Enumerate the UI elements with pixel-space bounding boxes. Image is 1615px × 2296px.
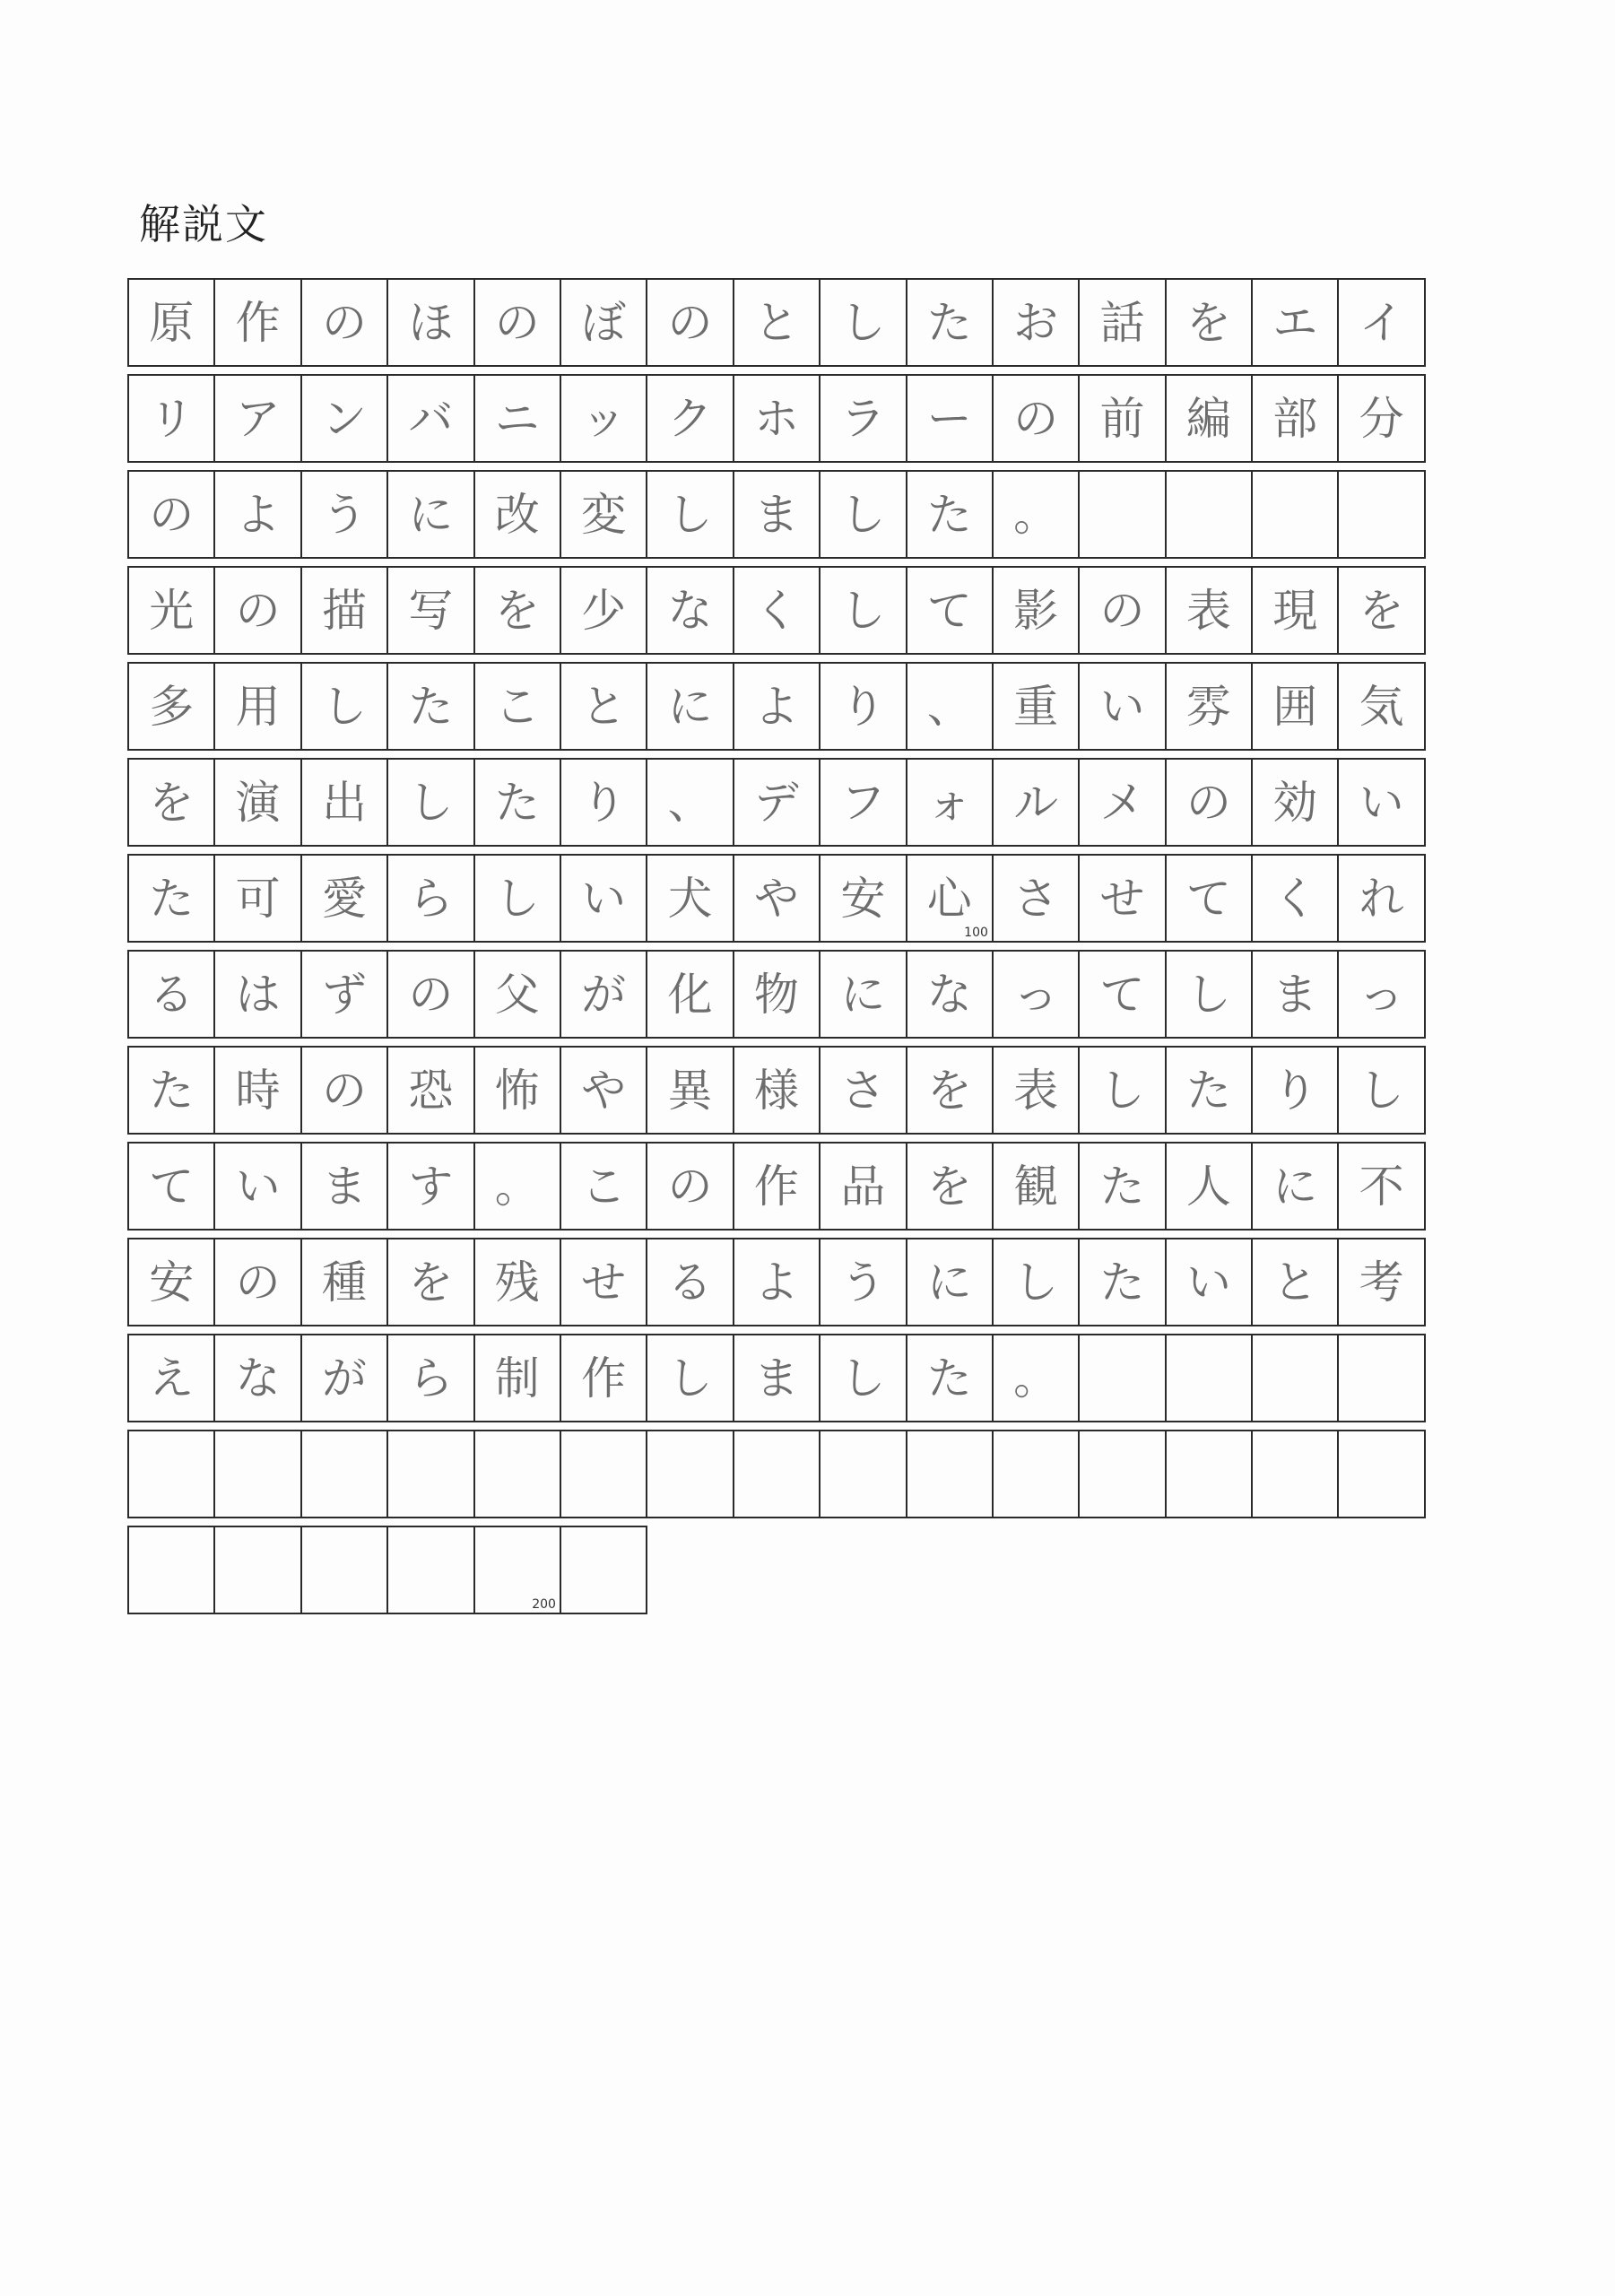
char-count-marker: 200 bbox=[532, 1597, 556, 1612]
grid-cell: 人 bbox=[1165, 1142, 1253, 1231]
grid-cell: う bbox=[819, 1238, 907, 1326]
grid-cell: た bbox=[127, 854, 215, 943]
grid-cell bbox=[560, 1526, 647, 1614]
grid-cell: し bbox=[819, 278, 907, 367]
grid-cell: 写 bbox=[386, 566, 474, 655]
grid-cell: 現 bbox=[1251, 566, 1339, 655]
grid-cell: し bbox=[473, 854, 561, 943]
grid-cell: 話 bbox=[1078, 278, 1166, 367]
grid-cell: 種 bbox=[300, 1238, 388, 1326]
grid-cell: と bbox=[560, 662, 647, 751]
grid-cell: 可 bbox=[213, 854, 301, 943]
grid-cell: ン bbox=[300, 374, 388, 463]
grid-cell: な bbox=[906, 950, 994, 1039]
grid-cell: イ bbox=[1337, 278, 1425, 367]
grid-cell: た bbox=[906, 278, 994, 367]
grid-cell bbox=[1078, 470, 1166, 559]
grid-cell: 前 bbox=[1078, 374, 1166, 463]
grid-cell: ニ bbox=[473, 374, 561, 463]
grid-cell: し bbox=[819, 470, 907, 559]
grid-cell: さ bbox=[819, 1046, 907, 1135]
grid-cell: し bbox=[386, 758, 474, 847]
grid-cell bbox=[1251, 1430, 1339, 1518]
grid-cell bbox=[1078, 1430, 1166, 1518]
grid-cell: 。 bbox=[992, 1334, 1080, 1422]
grid-cell bbox=[300, 1430, 388, 1518]
grid-cell: た bbox=[127, 1046, 215, 1135]
grid-cell: 様 bbox=[733, 1046, 821, 1135]
grid-cell: し bbox=[646, 470, 734, 559]
grid-cell: 多 bbox=[127, 662, 215, 751]
grid-row bbox=[127, 470, 1451, 559]
grid-cell: を bbox=[127, 758, 215, 847]
grid-cell: や bbox=[560, 1046, 647, 1135]
grid-cell bbox=[127, 1526, 215, 1614]
grid-cell: バ bbox=[386, 374, 474, 463]
grid-cell: 。 bbox=[992, 470, 1080, 559]
grid-cell bbox=[646, 1430, 734, 1518]
grid-cell: 重 bbox=[992, 662, 1080, 751]
grid-cell: の bbox=[213, 566, 301, 655]
grid-cell bbox=[1078, 1334, 1166, 1422]
grid-cell bbox=[213, 1430, 301, 1518]
grid-cell: し bbox=[992, 1238, 1080, 1326]
grid-cell: た bbox=[906, 1334, 994, 1422]
grid-cell: り bbox=[819, 662, 907, 751]
grid-cell: の bbox=[300, 278, 388, 367]
grid-cell: 用 bbox=[213, 662, 301, 751]
grid-row bbox=[127, 854, 1451, 943]
grid-row bbox=[127, 374, 1451, 463]
grid-cell: さ bbox=[992, 854, 1080, 943]
grid-cell bbox=[1165, 1334, 1253, 1422]
grid-cell: 演 bbox=[213, 758, 301, 847]
grid-cell: 編 bbox=[1165, 374, 1253, 463]
grid-cell: い bbox=[1337, 758, 1425, 847]
grid-cell: 化 bbox=[646, 950, 734, 1039]
grid-cell: し bbox=[646, 1334, 734, 1422]
grid-cell: ほ bbox=[386, 278, 474, 367]
grid-cell: し bbox=[819, 1334, 907, 1422]
grid-cell: ォ bbox=[906, 758, 994, 847]
grid-row bbox=[127, 1430, 1451, 1518]
grid-cell: し bbox=[300, 662, 388, 751]
grid-cell: っ bbox=[992, 950, 1080, 1039]
grid-cell: が bbox=[560, 950, 647, 1039]
grid-cell: う bbox=[300, 470, 388, 559]
page-title: 解説文 bbox=[139, 200, 268, 248]
grid-row bbox=[127, 662, 1451, 751]
grid-cell bbox=[560, 1430, 647, 1518]
grid-cell bbox=[906, 1430, 994, 1518]
grid-cell: 影 bbox=[992, 566, 1080, 655]
grid-cell: 、 bbox=[906, 662, 994, 751]
grid-cell: 怖 bbox=[473, 1046, 561, 1135]
grid-cell: し bbox=[1165, 950, 1253, 1039]
grid-cell: を bbox=[1165, 278, 1253, 367]
grid-cell: ぼ bbox=[560, 278, 647, 367]
grid-cell: 改 bbox=[473, 470, 561, 559]
grid-cell bbox=[992, 1430, 1080, 1518]
grid-row bbox=[127, 1142, 1451, 1231]
grid-cell: 心 100 bbox=[906, 854, 994, 943]
grid-cell: の bbox=[992, 374, 1080, 463]
grid-cell: い bbox=[1165, 1238, 1253, 1326]
grid-cell bbox=[1337, 470, 1425, 559]
grid-cell: 残 bbox=[473, 1238, 561, 1326]
grid-cell: の bbox=[127, 470, 215, 559]
grid-cell: 物 bbox=[733, 950, 821, 1039]
manuscript-grid bbox=[127, 278, 1451, 1622]
grid-cell: な bbox=[213, 1334, 301, 1422]
grid-cell: を bbox=[1337, 566, 1425, 655]
grid-cell: に bbox=[646, 662, 734, 751]
grid-row bbox=[127, 1526, 1451, 1614]
grid-cell: し bbox=[819, 566, 907, 655]
grid-row bbox=[127, 1238, 1451, 1326]
grid-cell: や bbox=[733, 854, 821, 943]
grid-cell: ル bbox=[992, 758, 1080, 847]
grid-cell bbox=[1251, 470, 1339, 559]
grid-cell: の bbox=[300, 1046, 388, 1135]
grid-cell: が bbox=[300, 1334, 388, 1422]
grid-cell: 作 bbox=[733, 1142, 821, 1231]
grid-cell: 。 bbox=[473, 1142, 561, 1231]
grid-cell: る bbox=[646, 1238, 734, 1326]
grid-cell: 異 bbox=[646, 1046, 734, 1135]
grid-cell: 安 bbox=[819, 854, 907, 943]
grid-cell: よ bbox=[213, 470, 301, 559]
grid-cell: の bbox=[646, 1142, 734, 1231]
grid-cell: 表 bbox=[992, 1046, 1080, 1135]
grid-cell: え bbox=[127, 1334, 215, 1422]
grid-cell: ず bbox=[300, 950, 388, 1039]
grid-cell: お bbox=[992, 278, 1080, 367]
grid-cell: り bbox=[1251, 1046, 1339, 1135]
grid-cell: 光 bbox=[127, 566, 215, 655]
grid-cell: 、 bbox=[646, 758, 734, 847]
grid-cell: を bbox=[906, 1046, 994, 1135]
grid-cell: メ bbox=[1078, 758, 1166, 847]
grid-cell: ら bbox=[386, 1334, 474, 1422]
grid-cell: よ bbox=[733, 662, 821, 751]
grid-cell bbox=[473, 1430, 561, 1518]
grid-cell: な bbox=[646, 566, 734, 655]
grid-cell bbox=[386, 1526, 474, 1614]
grid-cell: ア bbox=[213, 374, 301, 463]
grid-cell: と bbox=[1251, 1238, 1339, 1326]
grid-cell: い bbox=[213, 1142, 301, 1231]
grid-cell: る bbox=[127, 950, 215, 1039]
grid-cell: こ bbox=[473, 662, 561, 751]
grid-cell: せ bbox=[560, 1238, 647, 1326]
grid-cell: に bbox=[1251, 1142, 1339, 1231]
grid-cell: と bbox=[733, 278, 821, 367]
grid-cell: を bbox=[473, 566, 561, 655]
grid-cell: フ bbox=[819, 758, 907, 847]
grid-cell: た bbox=[473, 758, 561, 847]
grid-cell: ら bbox=[386, 854, 474, 943]
grid-cell: て bbox=[127, 1142, 215, 1231]
grid-cell: の bbox=[473, 278, 561, 367]
grid-cell: 作 bbox=[213, 278, 301, 367]
grid-cell: 原 bbox=[127, 278, 215, 367]
grid-cell: 変 bbox=[560, 470, 647, 559]
grid-row bbox=[127, 1334, 1451, 1422]
grid-cell: て bbox=[1165, 854, 1253, 943]
grid-cell: す bbox=[386, 1142, 474, 1231]
grid-cell: 不 bbox=[1337, 1142, 1425, 1231]
grid-cell: た bbox=[1165, 1046, 1253, 1135]
grid-cell: エ bbox=[1251, 278, 1339, 367]
grid-row bbox=[127, 1046, 1451, 1135]
grid-cell: の bbox=[213, 1238, 301, 1326]
grid-cell bbox=[733, 1430, 821, 1518]
grid-cell bbox=[473, 1526, 561, 1614]
grid-cell: た bbox=[386, 662, 474, 751]
grid-cell: に bbox=[386, 470, 474, 559]
grid-cell: 分 bbox=[1337, 374, 1425, 463]
grid-cell: 囲 bbox=[1251, 662, 1339, 751]
grid-cell: し bbox=[1078, 1046, 1166, 1135]
grid-cell: 部 bbox=[1251, 374, 1339, 463]
grid-cell: よ bbox=[733, 1238, 821, 1326]
grid-cell bbox=[819, 1430, 907, 1518]
grid-cell: た bbox=[1078, 1142, 1166, 1231]
grid-cell: ホ bbox=[733, 374, 821, 463]
grid-cell: た bbox=[906, 470, 994, 559]
grid-cell: ま bbox=[733, 1334, 821, 1422]
grid-cell: た bbox=[1078, 1238, 1166, 1326]
grid-cell: 少 bbox=[560, 566, 647, 655]
grid-cell: て bbox=[906, 566, 994, 655]
grid-cell: 愛 bbox=[300, 854, 388, 943]
grid-cell: 表 bbox=[1165, 566, 1253, 655]
grid-cell: ク bbox=[646, 374, 734, 463]
grid-cell: こ bbox=[560, 1142, 647, 1231]
grid-cell bbox=[386, 1430, 474, 1518]
grid-cell: く bbox=[1251, 854, 1339, 943]
grid-row bbox=[127, 278, 1451, 367]
grid-cell: ー bbox=[906, 374, 994, 463]
grid-cell: 安 bbox=[127, 1238, 215, 1326]
grid-cell: 品 bbox=[819, 1142, 907, 1231]
grid-cell: し bbox=[1337, 1046, 1425, 1135]
grid-cell: 父 bbox=[473, 950, 561, 1039]
grid-cell: 観 bbox=[992, 1142, 1080, 1231]
grid-cell: っ bbox=[1337, 950, 1425, 1039]
grid-cell bbox=[213, 1526, 301, 1614]
grid-cell: の bbox=[646, 278, 734, 367]
grid-cell: り bbox=[560, 758, 647, 847]
grid-cell: い bbox=[1078, 662, 1166, 751]
grid-cell: を bbox=[386, 1238, 474, 1326]
grid-row bbox=[127, 566, 1451, 655]
grid-cell: デ bbox=[733, 758, 821, 847]
grid-cell: い bbox=[560, 854, 647, 943]
grid-cell: 出 bbox=[300, 758, 388, 847]
grid-cell: ラ bbox=[819, 374, 907, 463]
char-count-marker: 100 bbox=[964, 926, 988, 940]
grid-cell: 犬 bbox=[646, 854, 734, 943]
grid-cell: 考 bbox=[1337, 1238, 1425, 1326]
grid-cell: ッ bbox=[560, 374, 647, 463]
grid-cell: ま bbox=[300, 1142, 388, 1231]
grid-cell: れ bbox=[1337, 854, 1425, 943]
grid-cell: の bbox=[1165, 758, 1253, 847]
grid-cell: 気 bbox=[1337, 662, 1425, 751]
grid-cell: 時 bbox=[213, 1046, 301, 1135]
grid-row bbox=[127, 758, 1451, 847]
grid-cell: の bbox=[386, 950, 474, 1039]
grid-cell: 恐 bbox=[386, 1046, 474, 1135]
grid-cell bbox=[1251, 1334, 1339, 1422]
grid-cell bbox=[1337, 1430, 1425, 1518]
grid-cell: ま bbox=[733, 470, 821, 559]
grid-cell: せ bbox=[1078, 854, 1166, 943]
grid-cell bbox=[300, 1526, 388, 1614]
grid-cell: く bbox=[733, 566, 821, 655]
grid-cell: 制 bbox=[473, 1334, 561, 1422]
grid-cell: に bbox=[819, 950, 907, 1039]
grid-row bbox=[127, 950, 1451, 1039]
grid-cell: の bbox=[1078, 566, 1166, 655]
grid-cell bbox=[1165, 470, 1253, 559]
grid-cell: を bbox=[906, 1142, 994, 1231]
grid-cell: に bbox=[906, 1238, 994, 1326]
grid-cell: 描 bbox=[300, 566, 388, 655]
grid-cell: 雰 bbox=[1165, 662, 1253, 751]
grid-cell: て bbox=[1078, 950, 1166, 1039]
grid-cell bbox=[1165, 1430, 1253, 1518]
grid-cell: 作 bbox=[560, 1334, 647, 1422]
grid-cell bbox=[1337, 1334, 1425, 1422]
grid-cell bbox=[127, 1430, 215, 1518]
grid-cell: ま bbox=[1251, 950, 1339, 1039]
grid-cell: リ bbox=[127, 374, 215, 463]
grid-cell: 効 bbox=[1251, 758, 1339, 847]
grid-cell: は bbox=[213, 950, 301, 1039]
